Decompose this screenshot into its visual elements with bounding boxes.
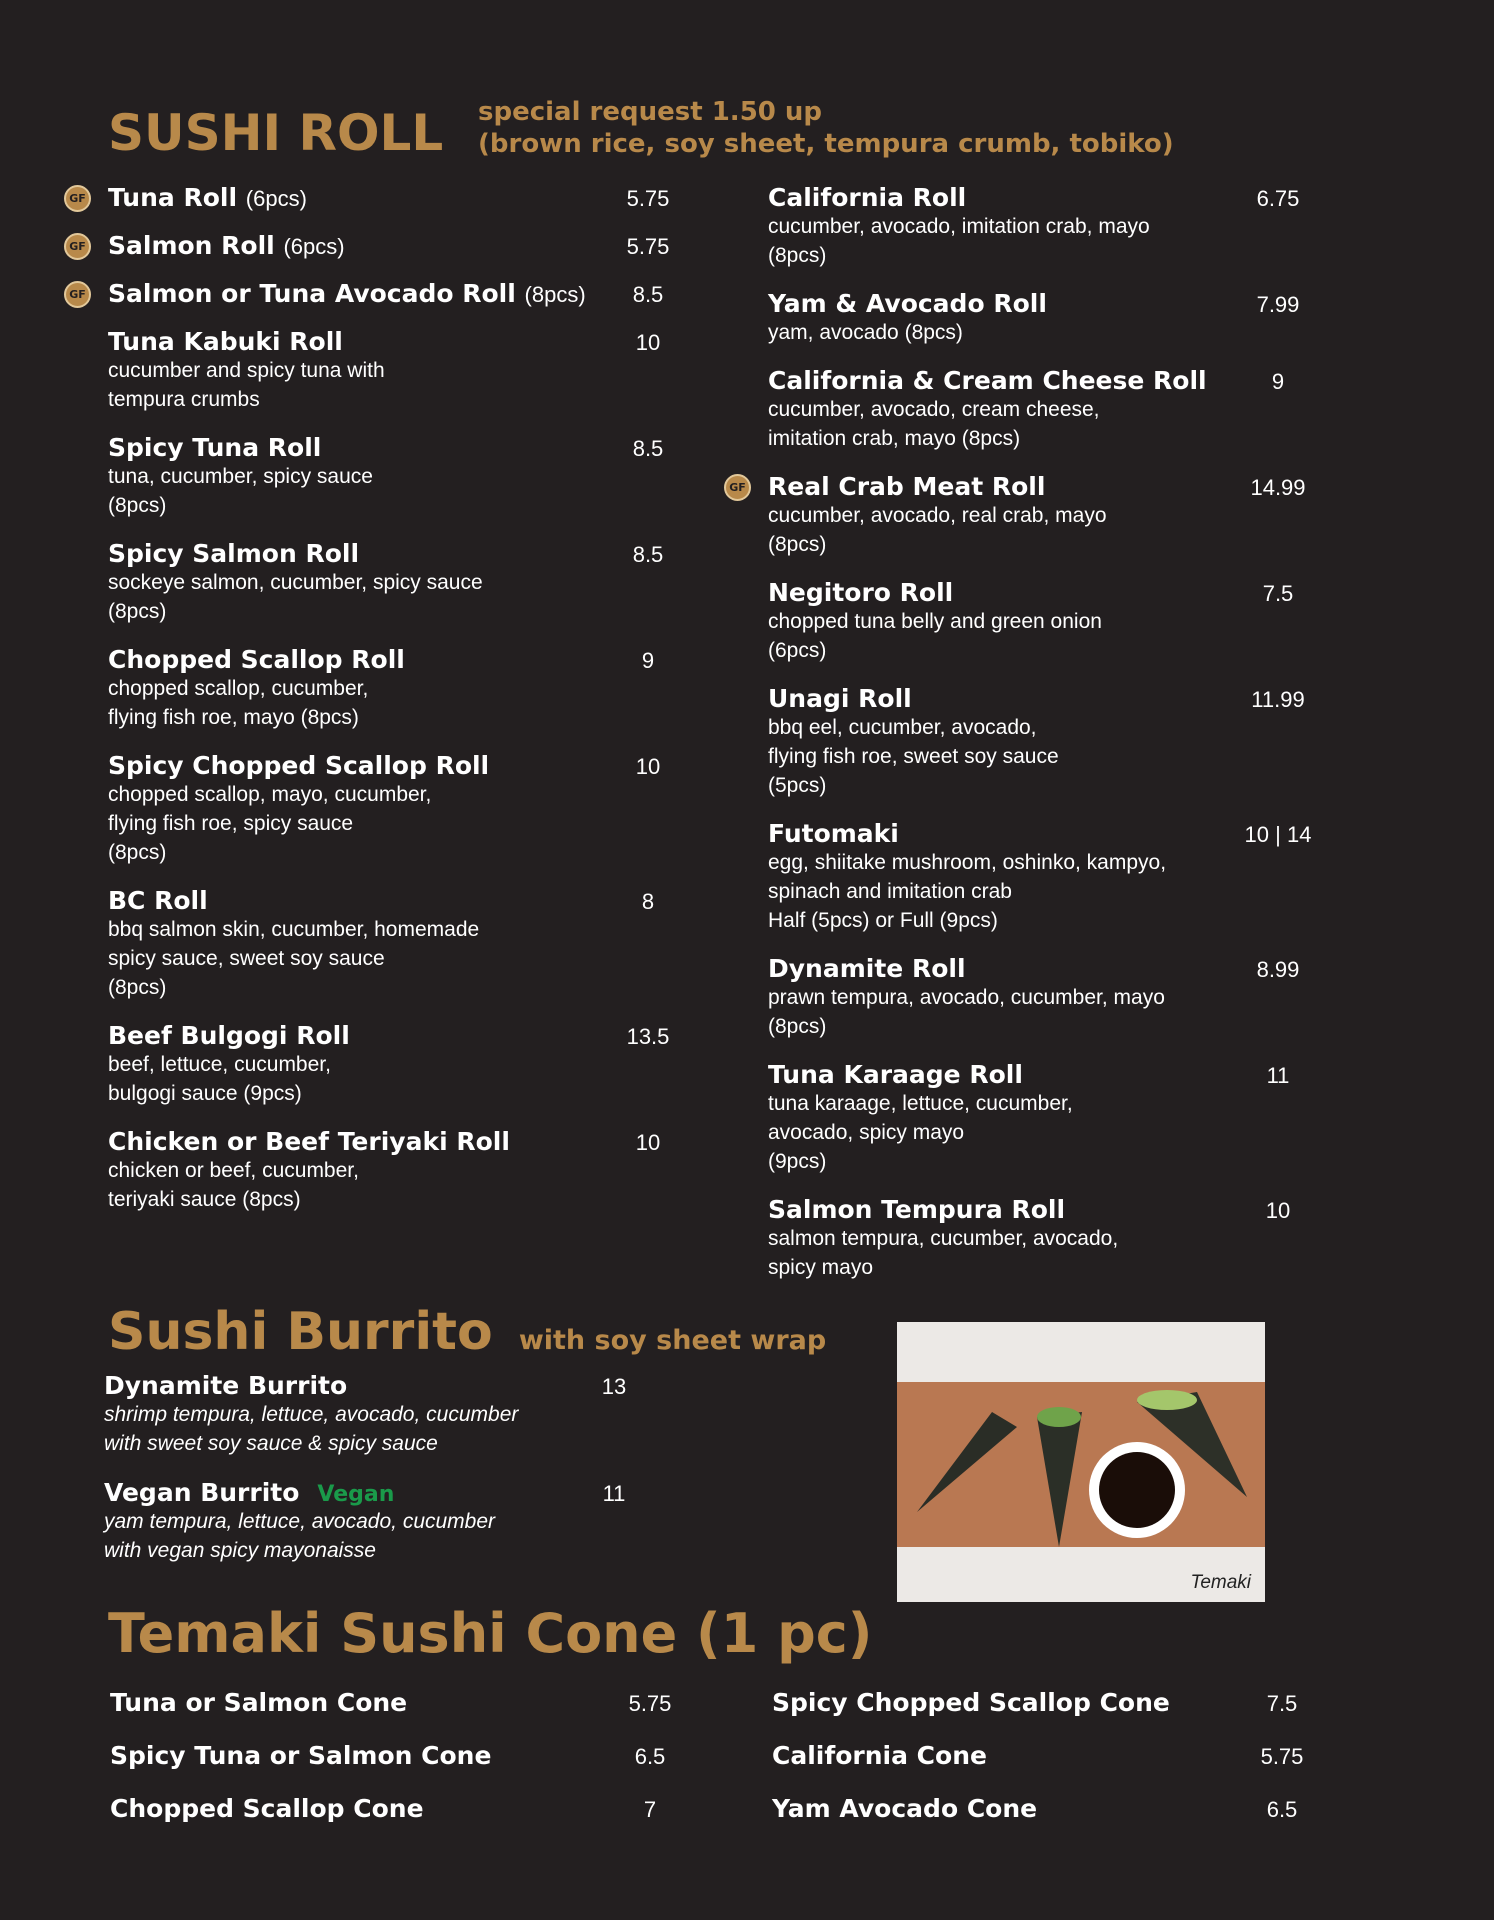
item-name-row — [108, 1127, 688, 1156]
item-description-line: (6pcs) — [768, 639, 827, 662]
item-description-line: egg, shiitake mushroom, oshinko, kampyo, — [768, 851, 1167, 874]
item-description-line: cucumber, avocado, imitation crab, mayo — [768, 215, 1150, 238]
item-description-line: salmon tempura, cucumber, avocado, — [768, 1227, 1119, 1250]
cone-price: 5.75 — [1260, 1744, 1304, 1769]
item-description-line: cucumber, avocado, cream cheese, — [768, 398, 1100, 421]
cone-price: 5.75 — [628, 1691, 672, 1716]
temaki-cones-illustration — [897, 1322, 1265, 1602]
menu-item-tuna-karaage-roll — [768, 1060, 1328, 1176]
cone-item-chopped-scallop-cone — [110, 1794, 690, 1823]
item-name: Tuna Roll — [108, 183, 238, 212]
item-description-line: yam, avocado (8pcs) — [768, 321, 963, 344]
item-description-line: beef, lettuce, cucumber, — [108, 1053, 331, 1076]
item-name-row — [108, 645, 688, 674]
item-description-line: prawn tempura, avocado, cucumber, mayo — [768, 986, 1165, 1009]
item-price: 8.5 — [632, 282, 664, 307]
gluten-free-badge: GF — [64, 281, 91, 308]
item-description-line: cucumber, avocado, real crab, mayo — [768, 504, 1107, 527]
item-piece-count: (6pcs) — [245, 186, 307, 211]
burrito-item-vegan-burrito — [104, 1478, 644, 1565]
item-description-line: chopped scallop, mayo, cucumber, — [108, 783, 432, 806]
item-price: 11 — [602, 1481, 626, 1506]
photo-caption: Temaki — [1190, 1572, 1251, 1593]
item-name-wrap — [768, 1060, 1023, 1089]
item-name-wrap — [104, 1371, 347, 1400]
item-description-line: avocado, spicy mayo — [768, 1121, 965, 1144]
soy-sauce-bowl — [1089, 1442, 1185, 1538]
vegan-badge: Vegan — [317, 1482, 395, 1507]
item-description-line: imitation crab, mayo (8pcs) — [768, 427, 1021, 450]
item-name: Yam & Avocado Roll — [768, 289, 1047, 318]
menu-item-futomaki — [768, 819, 1328, 935]
item-price: 8 — [641, 889, 655, 914]
item-name-row — [768, 1195, 1328, 1224]
item-name-row — [108, 886, 688, 915]
item-price: 8.5 — [632, 436, 664, 461]
item-description-line: tempura crumbs — [108, 388, 260, 411]
temaki-right-list — [772, 1688, 1332, 1847]
item-description-line: flying fish roe, spicy sauce — [108, 812, 354, 835]
item-name: Spicy Chopped Scallop Roll — [108, 751, 490, 780]
gluten-free-badge: GF — [64, 233, 91, 260]
special-request-note — [478, 96, 1174, 160]
special-request-line2: (brown rice, soy sheet, tempura crumb, tobiko) — [478, 129, 1174, 159]
item-price: 10 | 14 — [1244, 822, 1312, 847]
item-name: Tuna Kabuki Roll — [108, 327, 343, 356]
item-name: Vegan Burrito — [104, 1478, 300, 1507]
section-title-temaki: Temaki Sushi Cone (1 pc) — [108, 1602, 873, 1665]
cone-price: 7 — [643, 1797, 657, 1822]
item-name-wrap — [108, 231, 345, 260]
menu-item-negitoro-roll — [768, 578, 1328, 665]
item-price: 14.99 — [1250, 475, 1306, 500]
item-description-line: (8pcs) — [108, 841, 167, 864]
cone-name: Chopped Scallop Cone — [110, 1794, 424, 1823]
item-description-line: (9pcs) — [768, 1150, 827, 1173]
item-description-line: chopped tuna belly and green onion — [768, 610, 1102, 633]
item-price: 5.75 — [626, 234, 670, 259]
burrito-subtitle: with soy sheet wrap — [518, 1325, 827, 1356]
menu-item-yam-avocado-roll — [768, 289, 1328, 347]
item-price: 10 — [635, 754, 661, 779]
item-name-row — [108, 183, 688, 212]
section-title-sushi-roll: SUSHI ROLL — [108, 104, 444, 162]
item-name: Dynamite Burrito — [104, 1371, 348, 1400]
item-description-line: spicy mayo — [768, 1256, 874, 1279]
item-name-wrap — [104, 1478, 394, 1507]
gluten-free-badge: GF — [64, 185, 91, 212]
item-name-row — [768, 366, 1328, 395]
right-roll-column — [729, 183, 1328, 1301]
item-price: 10 — [635, 330, 661, 355]
item-description-line: (8pcs) — [768, 1015, 827, 1038]
item-name-wrap — [768, 472, 1045, 501]
item-name: Unagi Roll — [768, 684, 912, 713]
burrito-item-dynamite-burrito — [104, 1371, 644, 1458]
cone-price: 6.5 — [1266, 1797, 1298, 1822]
cone-name: Yam Avocado Cone — [772, 1794, 1038, 1823]
item-name-row — [108, 279, 688, 308]
cone-name: Tuna or Salmon Cone — [110, 1688, 408, 1717]
item-name-wrap — [108, 433, 321, 462]
item-name: Salmon Tempura Roll — [768, 1195, 1066, 1224]
item-name-wrap — [108, 751, 489, 780]
menu-item-bc-roll — [108, 886, 688, 1002]
item-name: Salmon or Tuna Avocado Roll — [108, 279, 516, 308]
item-price: 9 — [1271, 369, 1285, 394]
item-name-wrap — [768, 578, 953, 607]
item-price: 8.5 — [632, 542, 664, 567]
item-description-line: cucumber and spicy tuna with — [108, 359, 385, 382]
item-description-line: shrimp tempura, lettuce, avocado, cucumber — [104, 1403, 519, 1426]
item-name-wrap — [108, 327, 343, 356]
item-description-line: (5pcs) — [768, 774, 827, 797]
item-price: 5.75 — [626, 186, 670, 211]
item-name-wrap — [768, 819, 899, 848]
left-roll-column — [69, 183, 688, 1233]
burrito-title: Sushi Burrito — [108, 1302, 493, 1362]
item-description-line: flying fish roe, sweet soy sauce — [768, 745, 1059, 768]
burrito-list — [104, 1371, 644, 1585]
item-name: Spicy Salmon Roll — [108, 539, 360, 568]
temaki-left-list — [110, 1688, 690, 1847]
item-name-wrap — [108, 279, 586, 308]
item-description-line: chopped scallop, cucumber, — [108, 677, 369, 700]
menu-item-california-roll — [768, 183, 1328, 270]
item-price: 13 — [601, 1374, 627, 1399]
item-price: 7.99 — [1256, 292, 1300, 317]
item-price: 11.99 — [1251, 687, 1305, 712]
item-piece-count: (8pcs) — [524, 282, 586, 307]
item-price: 10 — [1265, 1198, 1291, 1223]
item-name: Tuna Karaage Roll — [768, 1060, 1023, 1089]
item-name-wrap — [108, 539, 359, 568]
item-description-line: with vegan spicy mayonaisse — [104, 1539, 376, 1562]
menu-item-real-crab-meat-roll — [729, 472, 1328, 559]
cone-price: 6.5 — [634, 1744, 666, 1769]
item-price: 10 — [635, 1130, 661, 1155]
menu-item-spicy-tuna-roll — [108, 433, 688, 520]
item-description-line: tuna, cucumber, spicy sauce — [108, 465, 373, 488]
item-name-row — [768, 819, 1328, 848]
item-name-wrap — [108, 645, 405, 674]
item-name-wrap — [768, 1195, 1065, 1224]
item-price: 8.99 — [1256, 957, 1300, 982]
item-name-row — [108, 1021, 688, 1050]
menu-item-spicy-salmon-roll — [108, 539, 688, 626]
menu-item-unagi-roll — [768, 684, 1328, 800]
menu-item-tuna-kabuki-roll — [108, 327, 688, 414]
menu-item-salmon-or-tuna-avocado-roll — [69, 279, 688, 308]
item-name-row — [768, 954, 1328, 983]
item-name: California & Cream Cheese Roll — [768, 366, 1207, 395]
menu-item-spicy-chopped-scallop-roll — [108, 751, 688, 867]
item-name-row — [108, 539, 688, 568]
item-name-row — [108, 751, 688, 780]
item-description-line: spinach and imitation crab — [768, 880, 1012, 903]
cone-name: Spicy Tuna or Salmon Cone — [110, 1741, 492, 1770]
item-name: Spicy Tuna Roll — [108, 433, 322, 462]
menu-item-chicken-or-beef-teriyaki-roll — [108, 1127, 688, 1214]
item-name-wrap — [108, 886, 208, 915]
item-name-row — [108, 327, 688, 356]
item-price: 11 — [1266, 1063, 1290, 1088]
item-name-wrap — [768, 183, 966, 212]
menu-item-tuna-roll — [69, 183, 688, 212]
item-name-wrap — [768, 954, 966, 983]
item-description-line: tuna karaage, lettuce, cucumber, — [768, 1092, 1073, 1115]
menu-item-dynamite-roll — [768, 954, 1328, 1041]
item-name: California Roll — [768, 183, 967, 212]
menu-item-chopped-scallop-roll — [108, 645, 688, 732]
item-name-row — [768, 472, 1328, 501]
item-name-row — [768, 289, 1328, 318]
cone-item-yam-avocado-cone — [772, 1794, 1332, 1823]
item-description-line: sockeye salmon, cucumber, spicy sauce — [108, 571, 483, 594]
item-name-row — [104, 1478, 644, 1507]
item-description-line: chicken or beef, cucumber, — [108, 1159, 359, 1182]
item-name: Dynamite Roll — [768, 954, 966, 983]
temaki-photo — [897, 1322, 1265, 1602]
item-name-wrap — [768, 366, 1207, 395]
item-name: Futomaki — [768, 819, 899, 848]
item-description-line: (8pcs) — [768, 533, 827, 556]
item-name-row — [108, 433, 688, 462]
item-name-wrap — [108, 183, 307, 212]
item-description-line: (8pcs) — [108, 600, 167, 623]
item-price: 13.5 — [626, 1024, 670, 1049]
cone-name: California Cone — [772, 1741, 987, 1770]
cone-item-california-cone — [772, 1741, 1332, 1770]
item-description-line: spicy sauce, sweet soy sauce — [108, 947, 385, 970]
item-description-line: (8pcs) — [768, 244, 827, 267]
item-name-row — [104, 1371, 644, 1400]
gluten-free-badge: GF — [724, 474, 751, 501]
item-price: 7.5 — [1262, 581, 1294, 606]
item-description-line: bulgogi sauce (9pcs) — [108, 1082, 302, 1105]
item-name-wrap — [108, 1021, 350, 1050]
cone-item-spicy-tuna-or-salmon-cone — [110, 1741, 690, 1770]
item-name-row — [768, 183, 1328, 212]
item-description-line: with sweet soy sauce & spicy sauce — [104, 1432, 438, 1455]
item-name-row — [768, 684, 1328, 713]
cone-name: Spicy Chopped Scallop Cone — [772, 1688, 1170, 1717]
cone-item-tuna-or-salmon-cone — [110, 1688, 690, 1717]
cone-price: 7.5 — [1266, 1691, 1298, 1716]
item-name-wrap — [768, 684, 912, 713]
item-name: Real Crab Meat Roll — [768, 472, 1046, 501]
item-name: Chicken or Beef Teriyaki Roll — [108, 1127, 510, 1156]
item-description-line: Half (5pcs) or Full (9pcs) — [768, 909, 998, 932]
item-description-line: yam tempura, lettuce, avocado, cucumber — [104, 1510, 496, 1533]
menu-item-california-cream-cheese-roll — [768, 366, 1328, 453]
item-name-wrap — [108, 1127, 510, 1156]
item-piece-count: (6pcs) — [283, 234, 345, 259]
item-name-wrap — [768, 289, 1047, 318]
item-description-line: bbq salmon skin, cucumber, homemade — [108, 918, 480, 941]
item-price: 6.75 — [1256, 186, 1300, 211]
item-name-row — [768, 1060, 1328, 1089]
item-price: 9 — [641, 648, 655, 673]
menu-item-salmon-roll — [69, 231, 688, 260]
cone-item-spicy-chopped-scallop-cone — [772, 1688, 1332, 1717]
section-title-sushi-burrito — [108, 1302, 826, 1362]
special-request-line1: special request 1.50 up — [478, 97, 823, 127]
item-description-line: (8pcs) — [108, 494, 167, 517]
menu-item-beef-bulgogi-roll — [108, 1021, 688, 1108]
item-name-row — [768, 578, 1328, 607]
item-description-line: teriyaki sauce (8pcs) — [108, 1188, 301, 1211]
item-name: Negitoro Roll — [768, 578, 954, 607]
item-description-line: (8pcs) — [108, 976, 167, 999]
item-name-row — [108, 231, 688, 260]
item-name: BC Roll — [108, 886, 208, 915]
menu-item-salmon-tempura-roll — [768, 1195, 1328, 1282]
item-description-line: flying fish roe, mayo (8pcs) — [108, 706, 359, 729]
item-name: Beef Bulgogi Roll — [108, 1021, 350, 1050]
item-description-line: bbq eel, cucumber, avocado, — [768, 716, 1037, 739]
item-name: Chopped Scallop Roll — [108, 645, 405, 674]
item-name: Salmon Roll — [108, 231, 275, 260]
